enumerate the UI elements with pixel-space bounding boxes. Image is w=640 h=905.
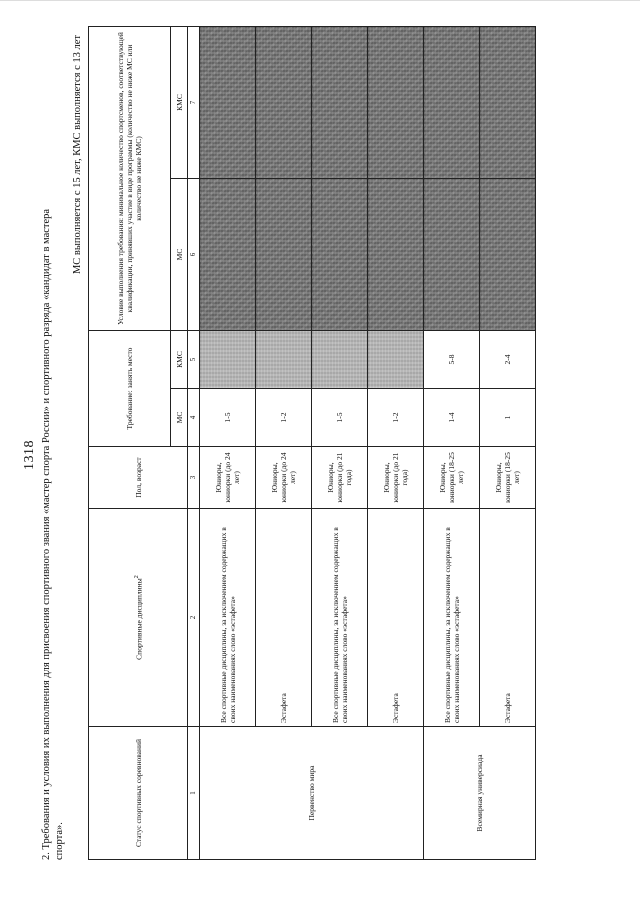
sex-age-cell: Юниоры, юниорки (до 24 лет)	[200, 447, 256, 509]
subheader-ms: МС	[171, 389, 188, 447]
col-number: 2	[188, 509, 200, 727]
col-number: 3	[188, 447, 200, 509]
table-row	[200, 26, 256, 859]
kms-condition-cell	[256, 26, 312, 178]
sex-age-cell: Юниоры, юниорки (18-25 лет)	[424, 447, 480, 509]
discipline-cell: Эстафета	[480, 509, 536, 727]
ms-place-cell: 1	[480, 389, 536, 447]
kms-place-cell	[256, 331, 312, 389]
header-status: Статус спортивных соревнований	[89, 727, 188, 860]
discipline-cell: Эстафета	[368, 509, 424, 727]
subheader-kms-condition: КМС	[171, 26, 188, 178]
status-world-junior-championship: Первенство мира	[200, 727, 424, 860]
kms-condition-cell	[312, 26, 368, 178]
discipline-cell: Все спортивные дисциплины, за исключением содержащих в своих наименованиях слово «эстафета»	[424, 509, 480, 727]
header-sex-age: Пол, возраст	[89, 447, 188, 509]
kms-condition-cell	[480, 26, 536, 178]
header-condition: Условие выполнения требования: минимальное количество спортсменов, соответствующей квалификации, принявших участие в виде программы (количество не ниже МС или количество не ниже КМС)	[89, 26, 171, 330]
ms-condition-cell	[368, 179, 424, 331]
kms-condition-cell	[368, 26, 424, 178]
section-heading	[40, 27, 66, 860]
table-row	[424, 26, 480, 859]
ms-condition-cell	[256, 179, 312, 331]
kms-condition-cell	[200, 26, 256, 178]
status-world-universiade: Всемирная универсиада	[424, 727, 536, 860]
ms-place-cell: 1-2	[368, 389, 424, 447]
rotated-page-content	[40, 27, 600, 860]
discipline-cell: Все спортивные дисциплины, за исключением содержащих в своих наименованиях слово «эстафета»	[312, 509, 368, 727]
ms-place-cell: 1-5	[200, 389, 256, 447]
subheader-ms-condition: МС	[171, 179, 188, 331]
kms-place-cell: 5-8	[424, 331, 480, 389]
ms-place-cell: 1-5	[312, 389, 368, 447]
ms-condition-cell	[424, 179, 480, 331]
kms-place-cell: 2-4	[480, 331, 536, 389]
subheader-kms: КМС	[171, 331, 188, 389]
sex-age-cell: Юниоры, юниорки (до 24 лет)	[256, 447, 312, 509]
sex-age-cell: Юниоры, юниорки (до 21 года)	[312, 447, 368, 509]
heading-line-2: спорта».	[54, 822, 65, 860]
column-number-row	[188, 26, 200, 859]
ms-place-cell: 1-2	[256, 389, 312, 447]
col-number: 5	[188, 331, 200, 389]
sex-age-cell: Юниоры, юниорки (до 21 года)	[368, 447, 424, 509]
col-number: 1	[188, 727, 200, 860]
sex-age-cell: Юниоры, юниорки (18-25 лет)	[480, 447, 536, 509]
ms-condition-cell	[312, 179, 368, 331]
kms-condition-cell	[424, 26, 480, 178]
col-number: 7	[188, 26, 200, 178]
header-disciplines	[89, 509, 188, 727]
kms-place-cell	[200, 331, 256, 389]
ms-condition-cell	[480, 179, 536, 331]
age-note: МС выполняется с 15 лет, КМС выполняется с 13 лет	[72, 35, 83, 275]
kms-place-cell	[312, 331, 368, 389]
header-disciplines-text: Спортивные дисциплины	[134, 578, 144, 660]
table-header-row	[89, 26, 171, 859]
discipline-cell: Эстафета	[256, 509, 312, 727]
col-number: 4	[188, 389, 200, 447]
scan-edge-line	[0, 0, 640, 1]
ms-condition-cell	[200, 179, 256, 331]
requirements-table	[88, 26, 536, 860]
heading-line-1: 2. Требования и условия их выполнения для присвоения спортивного звания «мастер спорта России» и спортивного разряда «кандидат в мастера	[41, 208, 52, 860]
header-disciplines-footnote: 2	[133, 575, 141, 579]
kms-place-cell	[368, 331, 424, 389]
col-number: 6	[188, 179, 200, 331]
discipline-cell: Все спортивные дисциплины, за исключением содержащих в своих наименованиях слово «эстафета»	[200, 509, 256, 727]
page-number: 1318	[22, 440, 37, 470]
header-place-requirement: Требование: занять место	[89, 331, 171, 447]
ms-place-cell: 1-4	[424, 389, 480, 447]
